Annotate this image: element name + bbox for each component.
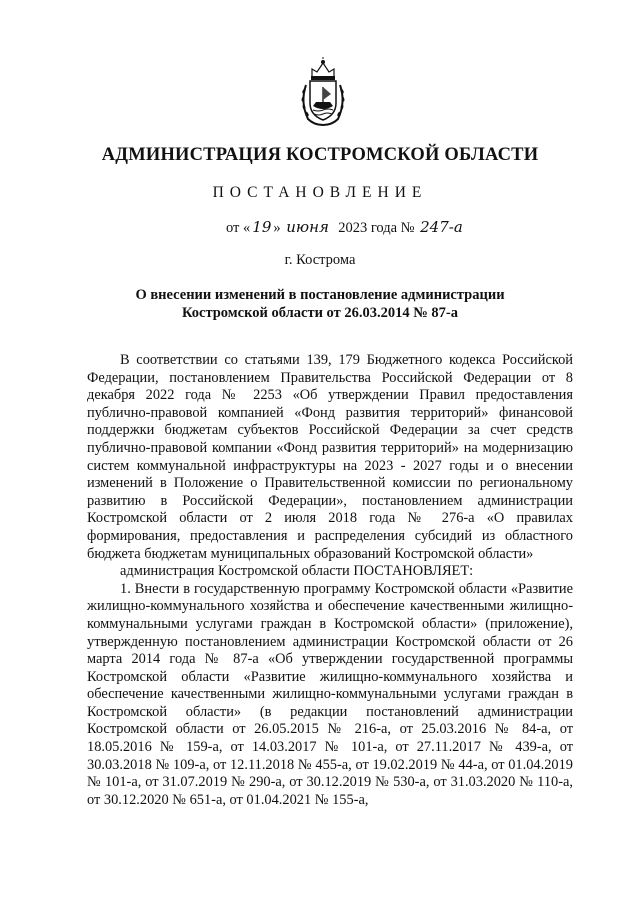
- item-1-paragraph: 1. Внести в государственную программу Костромской области «Развитие жилищно-коммунального хозяйства и обеспечение качественными жилищно-коммунальными услугами граждан в Костромской области» (приложение), утвержденную постановлением администрации Костромской области от 26 марта 2014 года № 87-а «Об утверждении государственной программы Костромской области «Развитие жилищно-коммунального хозяйства и обеспечение качественными жилищно-коммунальными услугами граждан в Костромской области» (в редакции постановлений администрации Костромской области от 26.05.2015 № 216-а, от 25.03.2016 № 84-а, от 18.05.2016 № 159-а, от 14.03.2017 № 101-а, от 27.11.2017 № 439-а, от 30.03.2018 № 109-а, от 12.11.2018 № 455-а, от 19.02.2019 № 44-а, от 01.04.2019 № 101-а, от 31.07.2019 № 290-а, от 30.12.2019 № 530-а, от 31.03.2020 № 110-а, от 30.12.2020 № 651-а, от 01.04.2021 № 155-а,: [87, 580, 573, 808]
- document-body: [87, 352, 573, 809]
- document-title: [100, 286, 540, 322]
- date-month: июня: [286, 218, 329, 236]
- coat-of-arms-icon: [298, 57, 348, 127]
- title-line-1: О внесении изменений в постановление администрации: [135, 287, 505, 303]
- document-number: 247-а: [420, 218, 463, 236]
- title-line-2: Костромской области от 26.03.2014 № 87-а: [181, 305, 459, 321]
- preamble-paragraph: В соответствии со статьями 139, 179 Бюджетного кодекса Российской Федерации, постановлением Правительства Российской Федерации от 8 декабря 2022 года № 2253 «Об утверждении Правил предоставления публично-правовой компанией «Фонд развития территорий» финансовой поддержки бюджетам субъектов Российской Федерации за счет средств публично-правовой компании «Фонд развития территорий» на модернизацию систем коммунальной инфраструктуры на 2023 - 2027 годы и о внесении изменений в Положение о Правительственной комиссии по региональному развитию в Российской Федерации», постановлением администрации Костромской области от 2 июля 2018 года № 276-а «О правилах формирования, предоставления и распределения субсидий из областного бюджета бюджетам муниципальных образований Костромской области»: [87, 352, 573, 562]
- date-mid: »: [273, 220, 281, 236]
- date-prefix: от «: [226, 220, 251, 236]
- resolves-paragraph: администрация Костромской области ПОСТАНОВЛЯЕТ:: [120, 563, 474, 580]
- city: г. Кострома: [284, 252, 356, 268]
- document-type: ПОСТАНОВЛЕНИЕ: [212, 184, 428, 201]
- document-date-line: [226, 218, 465, 237]
- date-day: 19: [252, 218, 272, 236]
- date-year: 2023 года №: [338, 220, 415, 236]
- organization-name: АДМИНИСТРАЦИЯ КОСТРОМСКОЙ ОБЛАСТИ: [101, 145, 539, 165]
